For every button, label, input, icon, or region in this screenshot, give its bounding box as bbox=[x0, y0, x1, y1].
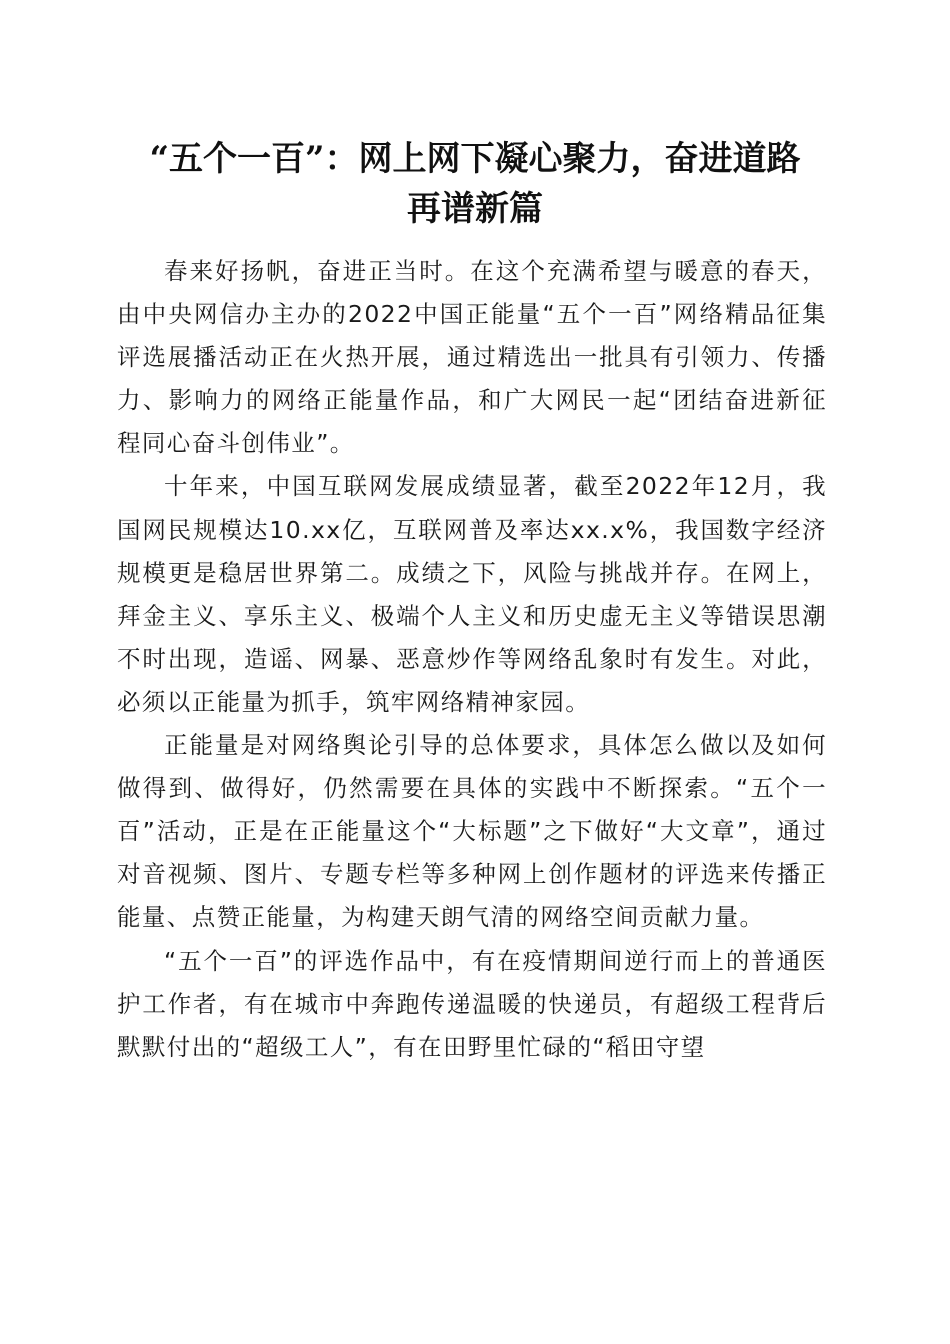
document-title bbox=[100, 134, 850, 234]
document-body bbox=[117, 250, 827, 1069]
title-line-2: 再谱新篇 bbox=[407, 189, 543, 229]
paragraph-1: 春来好扬帆，奋进正当时。在这个充满希望与暖意的春天，由中央网信办主办的2022中国正能量“五个一百”网络精品征集评选展播活动正在火热开展，通过精选出一批具有引领力、传播力、影响力的网络正能量作品，和广大网民一起“团结奋进新征程同心奋斗创伟业”。 bbox=[117, 257, 827, 458]
paragraph-4: “五个一百”的评选作品中，有在疫情期间逆行而上的普通医护工作者，有在城市中奔跑传递温暖的快递员，有超级工程背后默默付出的“超级工人”，有在田野里忙碌的“稻田守望 bbox=[117, 946, 827, 1061]
title-line-1: “五个一百”：网上网下凝心聚力，奋进道路 bbox=[149, 139, 801, 179]
paragraph-2: 十年来，中国互联网发展成绩显著，截至2022年12月，我国网民规模达10.xx亿，互联网普及率达xx.x%，我国数字经济规模更是稳居世界第二。成绩之下，风险与挑战并存。在网上，拜金主义、享乐主义、极端个人主义和历史虚无主义等错误思潮不时出现，造谣、网暴、恶意炒作等网络乱象时有发生。对此，必须以正能量为抓手，筑牢网络精神家园。 bbox=[117, 472, 827, 716]
paragraph-3: 正能量是对网络舆论引导的总体要求，具体怎么做以及如何做得到、做得好，仍然需要在具体的实践中不断探索。“五个一百”活动，正是在正能量这个“大标题”之下做好“大文章”，通过对音视频、图片、专题专栏等多种网上创作题材的评选来传播正能量、点赞正能量，为构建天朗气清的网络空间贡献力量。 bbox=[117, 731, 827, 932]
